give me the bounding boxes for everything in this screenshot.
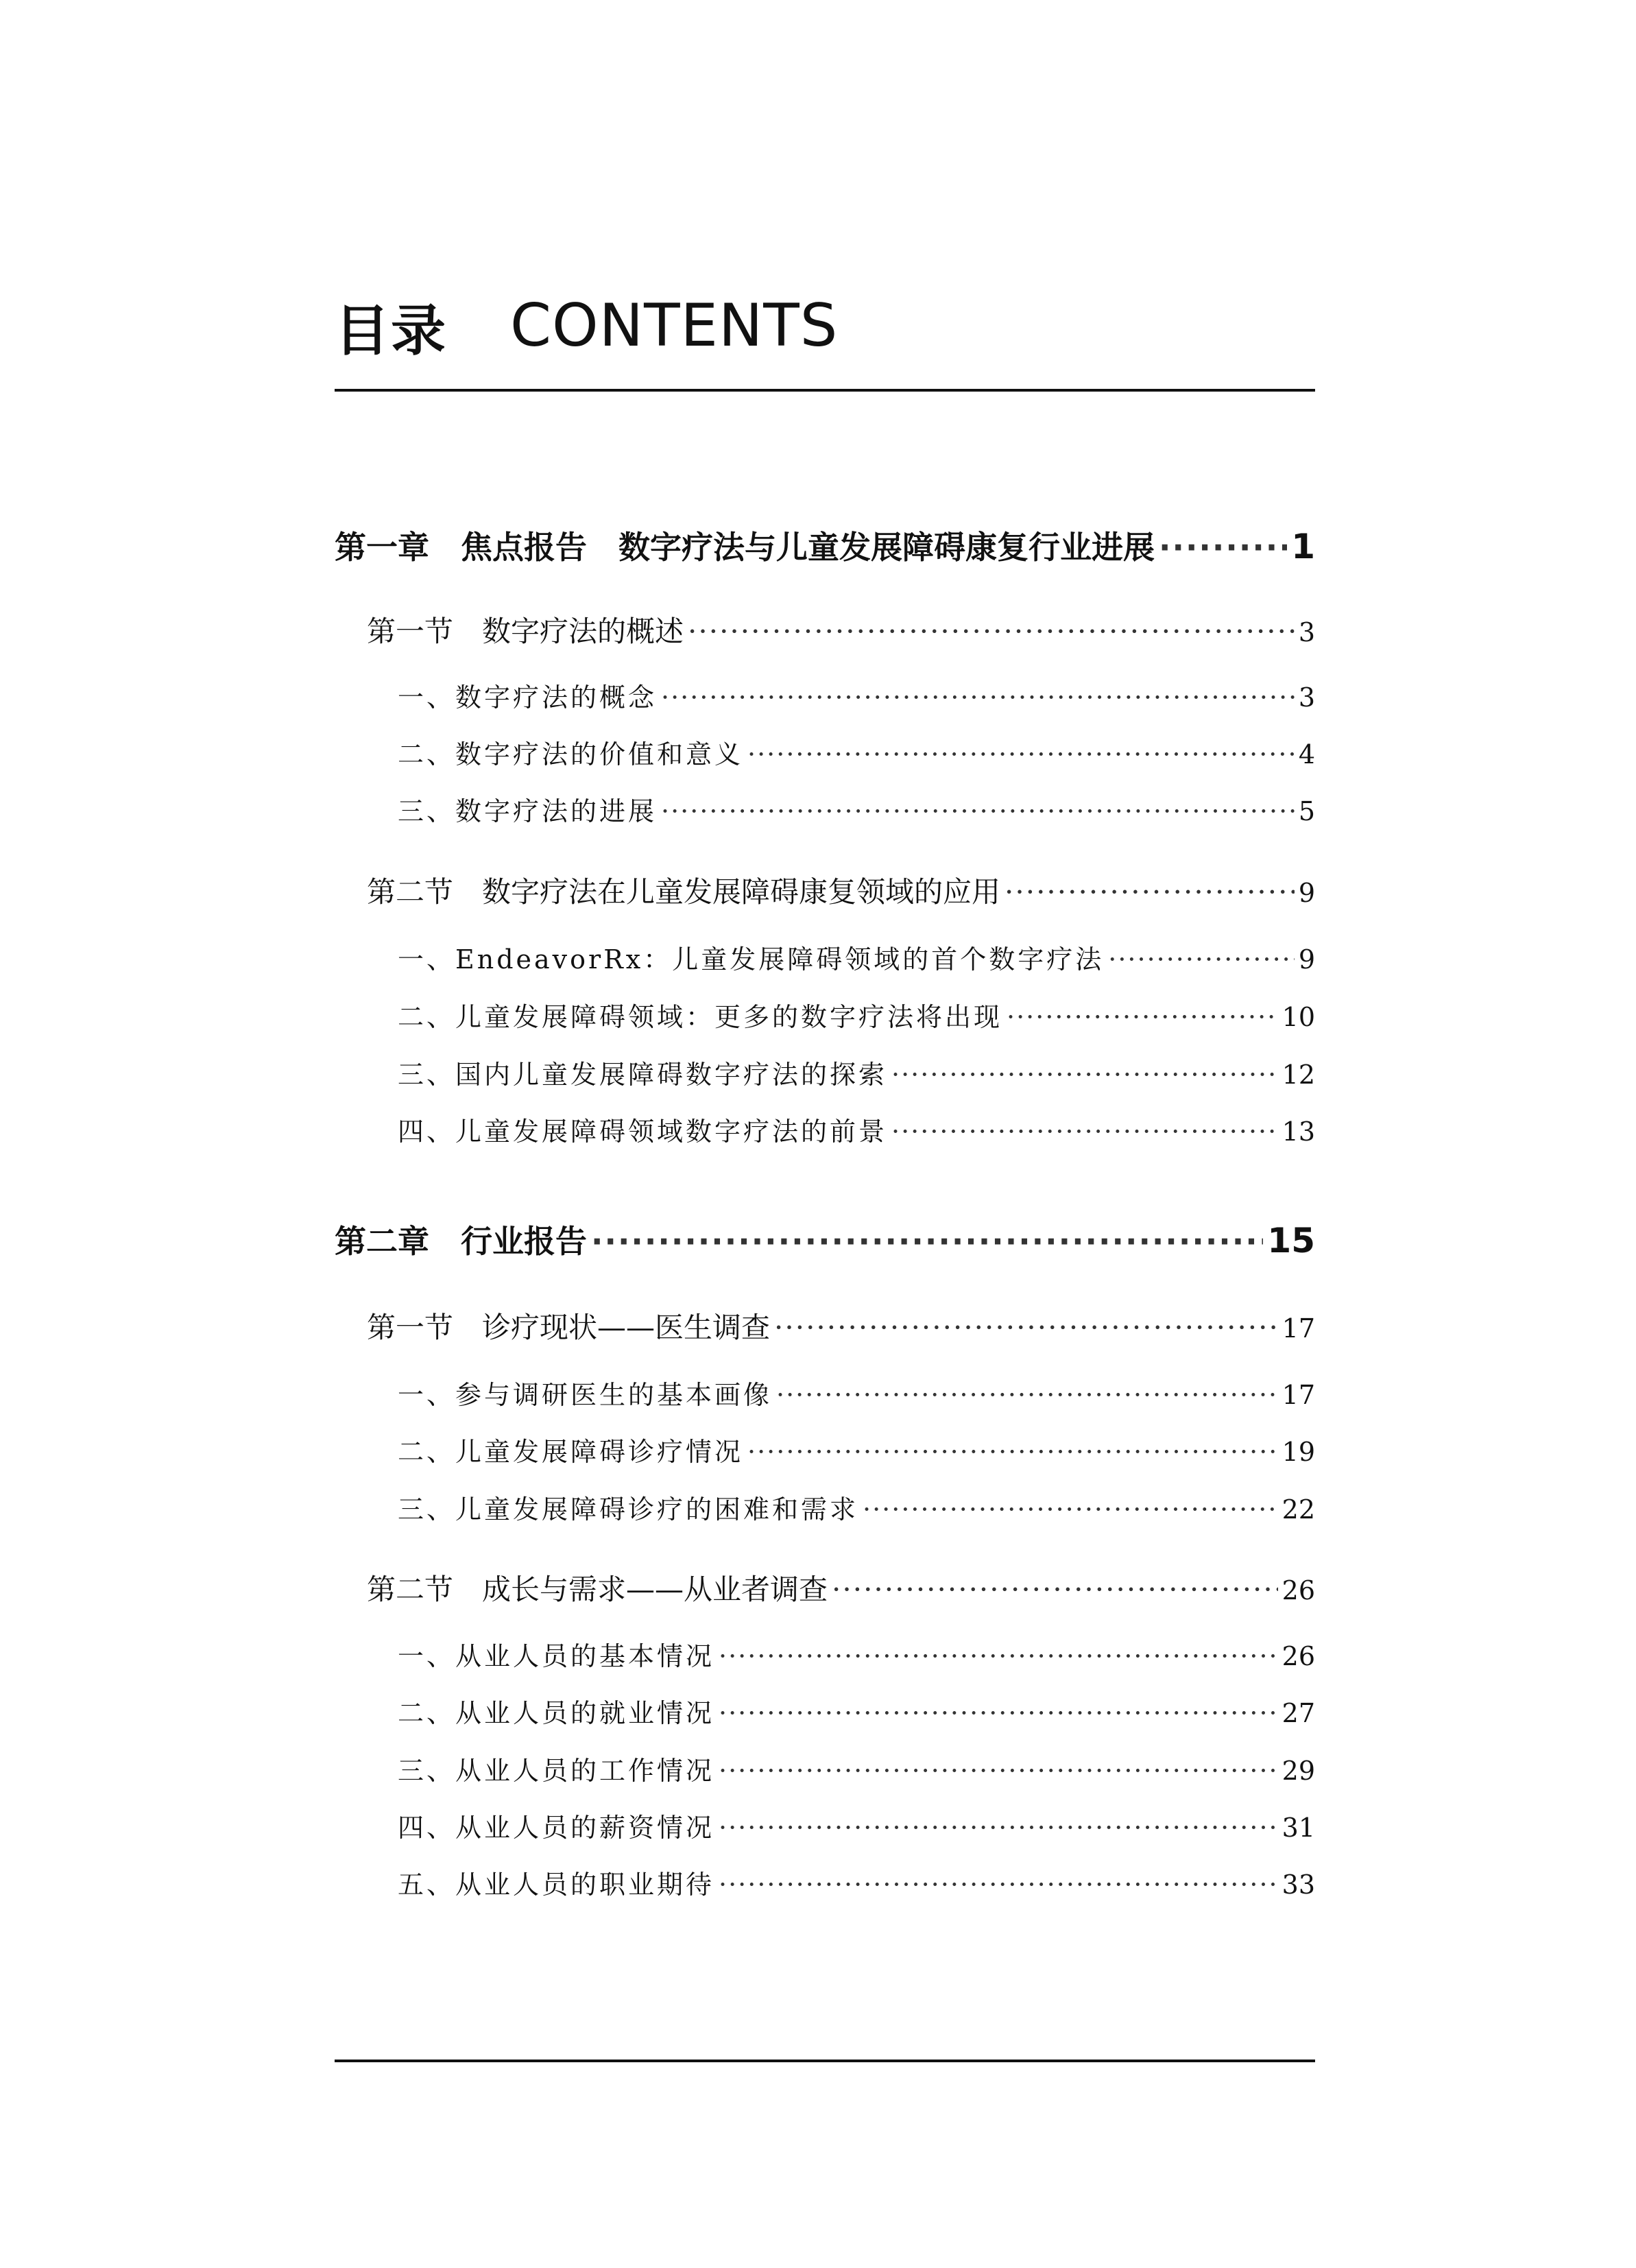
toc-label: 二、儿童发展障碍领域：更多的数字疗法将出现 [398,1002,1003,1032]
toc-page-number: 4 [1298,739,1315,769]
toc-page-number: 12 [1282,1060,1315,1090]
heading-chinese: 目录 [335,298,447,363]
toc-page-number: 26 [1282,1641,1315,1671]
dot-leader [719,1698,1278,1728]
dot-leader [747,1437,1278,1467]
toc-label: 一、参与调研医生的基本画像 [398,1380,773,1410]
toc-page-number: 26 [1282,1575,1315,1605]
toc-section[interactable] [367,1567,1315,1608]
toc-page-number: 29 [1282,1756,1315,1786]
toc-page-number: 22 [1282,1494,1315,1525]
toc-page-number: 33 [1282,1870,1315,1900]
toc-page-number: 19 [1282,1437,1315,1467]
toc-label: 三、数字疗法的进展 [398,796,658,826]
dot-leader [719,1813,1278,1843]
toc-chapter[interactable] [335,1217,1315,1262]
toc-label: 第二节 数字疗法在儿童发展障碍康复领域的应用 [367,875,1001,909]
toc-label: 三、儿童发展障碍诊疗的困难和需求 [398,1494,859,1525]
dot-leader [891,1060,1278,1090]
toc-label: 二、儿童发展障碍诊疗情况 [398,1437,744,1467]
toc-page-number: 1 [1291,527,1315,566]
toc-page-number: 31 [1282,1813,1315,1843]
dot-leader [832,1573,1278,1606]
toc-item[interactable] [398,996,1315,1034]
toc-item[interactable] [398,1110,1315,1148]
toc-label: 四、从业人员的薪资情况 [398,1813,715,1843]
toc-label: 一、从业人员的基本情况 [398,1641,715,1671]
dot-leader [1108,944,1295,975]
toc-label: 二、数字疗法的价值和意义 [398,739,744,769]
toc-chapter[interactable] [335,523,1315,568]
dot-leader [661,682,1295,713]
toc-page-number: 15 [1267,1221,1315,1261]
toc-page-number: 5 [1298,796,1315,826]
toc-label: 三、从业人员的工作情况 [398,1756,715,1786]
toc-item[interactable] [398,1692,1315,1730]
heading-english: CONTENTS [510,291,839,360]
toc-item[interactable] [398,1635,1315,1673]
dot-leader [747,739,1295,769]
dot-leader [776,1380,1278,1410]
toc-item[interactable] [398,1053,1315,1091]
dot-leader [891,1117,1278,1147]
toc-item[interactable] [398,1431,1315,1468]
toc-item[interactable] [398,676,1315,714]
toc-section[interactable] [367,1305,1315,1346]
toc-item[interactable] [398,790,1315,828]
toc-page-number: 10 [1282,1002,1315,1032]
dot-leader [1005,875,1295,909]
toc-label: 一、EndeavorRx：儿童发展障碍领域的首个数字疗法 [398,944,1105,975]
toc-item[interactable] [398,1863,1315,1901]
dot-leader [688,614,1295,648]
dot-leader [591,1223,1263,1260]
toc-item[interactable] [398,1488,1315,1526]
dot-leader [774,1311,1278,1344]
toc-page-number: 3 [1298,617,1315,647]
dot-leader [863,1494,1278,1525]
toc-page-number: 17 [1282,1380,1315,1410]
toc-item[interactable] [398,1750,1315,1787]
toc-section[interactable] [367,609,1315,650]
toc-page-number: 3 [1298,682,1315,713]
bottom-divider [335,2060,1315,2062]
toc-page-number: 27 [1282,1698,1315,1728]
toc-label: 第二章 行业报告 [335,1223,587,1260]
toc-page-number: 13 [1282,1117,1315,1147]
toc-label: 五、从业人员的职业期待 [398,1870,715,1900]
toc-label: 第一节 数字疗法的概述 [367,614,684,648]
toc-item[interactable] [398,938,1315,976]
dot-leader [719,1641,1278,1671]
dot-leader [661,796,1295,826]
toc-label: 第一节 诊疗现状——医生调查 [367,1311,771,1344]
toc-item[interactable] [398,1374,1315,1411]
toc-label: 二、从业人员的就业情况 [398,1698,715,1728]
toc-page-number: 9 [1298,944,1315,975]
toc-label: 第二节 成长与需求——从业者调查 [367,1573,828,1606]
toc-page-number: 17 [1282,1313,1315,1344]
dot-leader [1159,529,1287,566]
toc-item[interactable] [398,1806,1315,1844]
toc-item[interactable] [398,733,1315,771]
dot-leader [1007,1002,1278,1032]
toc-label: 四、儿童发展障碍领域数字疗法的前景 [398,1117,888,1147]
toc-section[interactable] [367,870,1315,911]
dot-leader [719,1870,1278,1900]
toc-label: 三、国内儿童发展障碍数字疗法的探索 [398,1060,888,1090]
toc-label: 一、数字疗法的概念 [398,682,658,713]
toc-label: 第一章 焦点报告 数字疗法与儿童发展障碍康复行业进展 [335,529,1155,566]
dot-leader [719,1756,1278,1786]
toc-page-number: 9 [1298,878,1315,908]
